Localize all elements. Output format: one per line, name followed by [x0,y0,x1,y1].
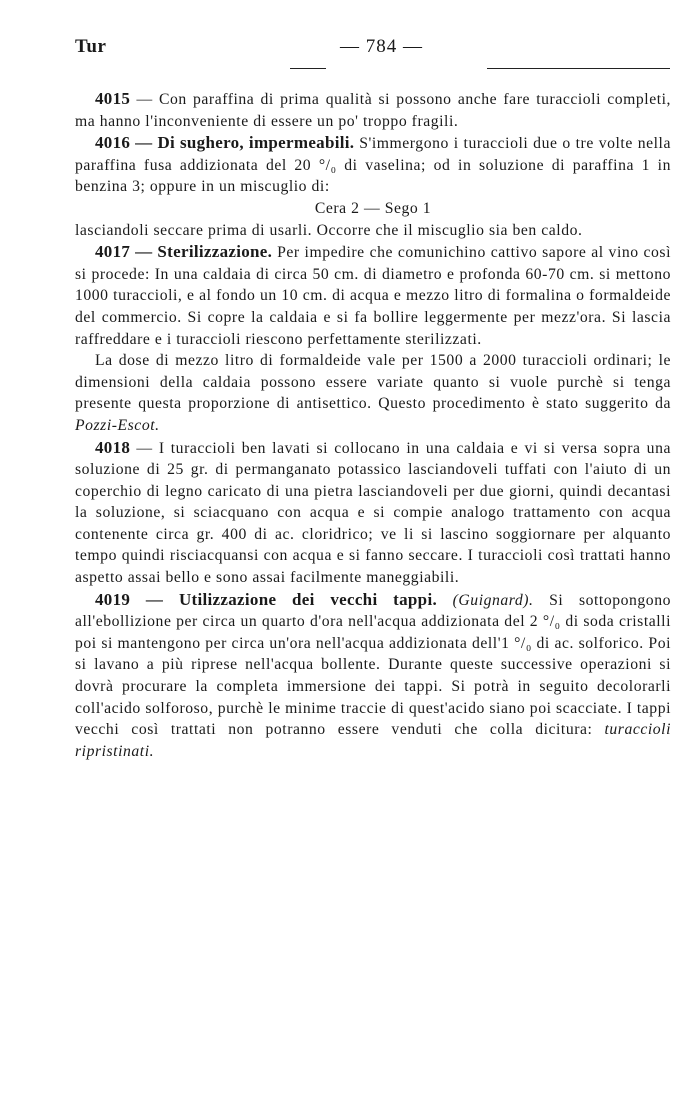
entry-4015 [75,88,671,132]
entry-title: Di sughero, impermeabili. [157,133,355,153]
entry-dash: — [130,91,159,108]
entry-4018 [75,437,671,589]
page-body [75,88,671,762]
entry-continuation: lasciandoli seccare prima di usarli. Occorre che il miscuglio sia ben caldo. [75,221,583,239]
entry-dash: — [130,589,179,609]
entry-4019 [75,589,671,763]
entry-text: I turaccioli ben lavati si collocano in una caldaia e vi si versa sopra una soluzione di 25 gr. di permanganato potassico lasciandoveli tuffati con l'aiuto di un coperchio di legno caricato di una pietra lasciandoveli per due giorni, quindi decantasi la soluzione, si sciacquano con acqua e si compie analogo trattamento con acqua contenente circa gr. 400 di ac. cloridrico; ve li si lascino soggiornare per alquanto tempo quindi risciacquansi con acqua e si fanno seccare. I turaccioli così trattati hanno aspetto assai bello e sono assai facilmente maneggiabili. [75,439,671,587]
entry-4017 [75,241,671,350]
entry-text: Per impedire che comunichino cattivo sapore al vino così si procede: In una caldaia di circa 50 cm. di diametro e profonda 60-70 cm. si mettono 1000 turaccioli, e al fondo un 10 cm. di acqua e mezzo litro di formalina o formaldeide del commercio. Si copre la caldaia e si fa bollire leggermente per mezz'ora. Si lascia raffreddare e i turaccioli riescono perfettamente sterilizzati. [75,244,671,348]
entry-number: 4018 [95,437,131,457]
closing-phrase: turaccioli ripristinati. [75,721,671,760]
entry-title: Sterilizzazione. [157,242,273,262]
entry-dash: — [130,133,158,153]
entry-4017-paragraph-2 [75,350,671,436]
entry-text: Si sottopongono all'ebollizione per circa un quarto d'ora nell'acqua addizionata del 2 °/₀ di soda cristalli poi si mantengono per circa un'ora nell'acqua addizionata dell'1 °/₀ di ac. solforico. Poi si lavano a più riprese nell'acqua bollente. Durante queste successive operazioni si dovrà procurare la completa immersione dei tappi. Si potrà in seguito decolorarli coll'acido solforoso, purchè le minime traccie di quest'acido siano poi scacciate. I tappi vecchi così trattati non potranno essere venduti che colla dicitura: [75,591,671,739]
header-rule-left [290,68,326,69]
paragraph-text: La dose di mezzo litro di formaldeide vale per 1500 a 2000 turaccioli ordinari; le dimensioni della caldaia possono essere variate quanto si vuole purchè si tenga presente questa proporzione di antisettico. Questo procedimento è stato suggerito da [75,352,671,413]
entry-dash: — [130,439,159,457]
source-citation: (Guignard). [452,591,534,609]
entry-number: 4017 [95,242,131,262]
header-rule-right [487,68,670,69]
entry-number: 4015 [95,89,131,108]
formula-line: Cera 2 — Sego 1 [314,199,432,217]
entry-text: Con paraffina di prima qualità si possono anche fare turaccioli completi, ma hanno l'inconveniente di essere un po' troppo fragili. [75,91,671,130]
entry-text: S'immergono i turaccioli due o tre volte nella paraffina fusa addizionata del 20 °/₀ di vaselina; od in soluzione di paraffina 1 in benzina 3; oppure in un miscuglio di: [75,135,671,196]
page-header [75,36,671,60]
entry-number: 4019 [95,589,131,609]
entry-title: Utilizzazione dei vecchi tappi. [178,589,438,609]
page-number: — 784 — [340,36,423,57]
author-citation: Pozzi-Escot. [75,416,160,434]
entry-number: 4016 [95,133,131,153]
entry-dash: — [130,242,158,262]
running-head: Tur [75,36,107,57]
entry-4016 [75,132,671,198]
